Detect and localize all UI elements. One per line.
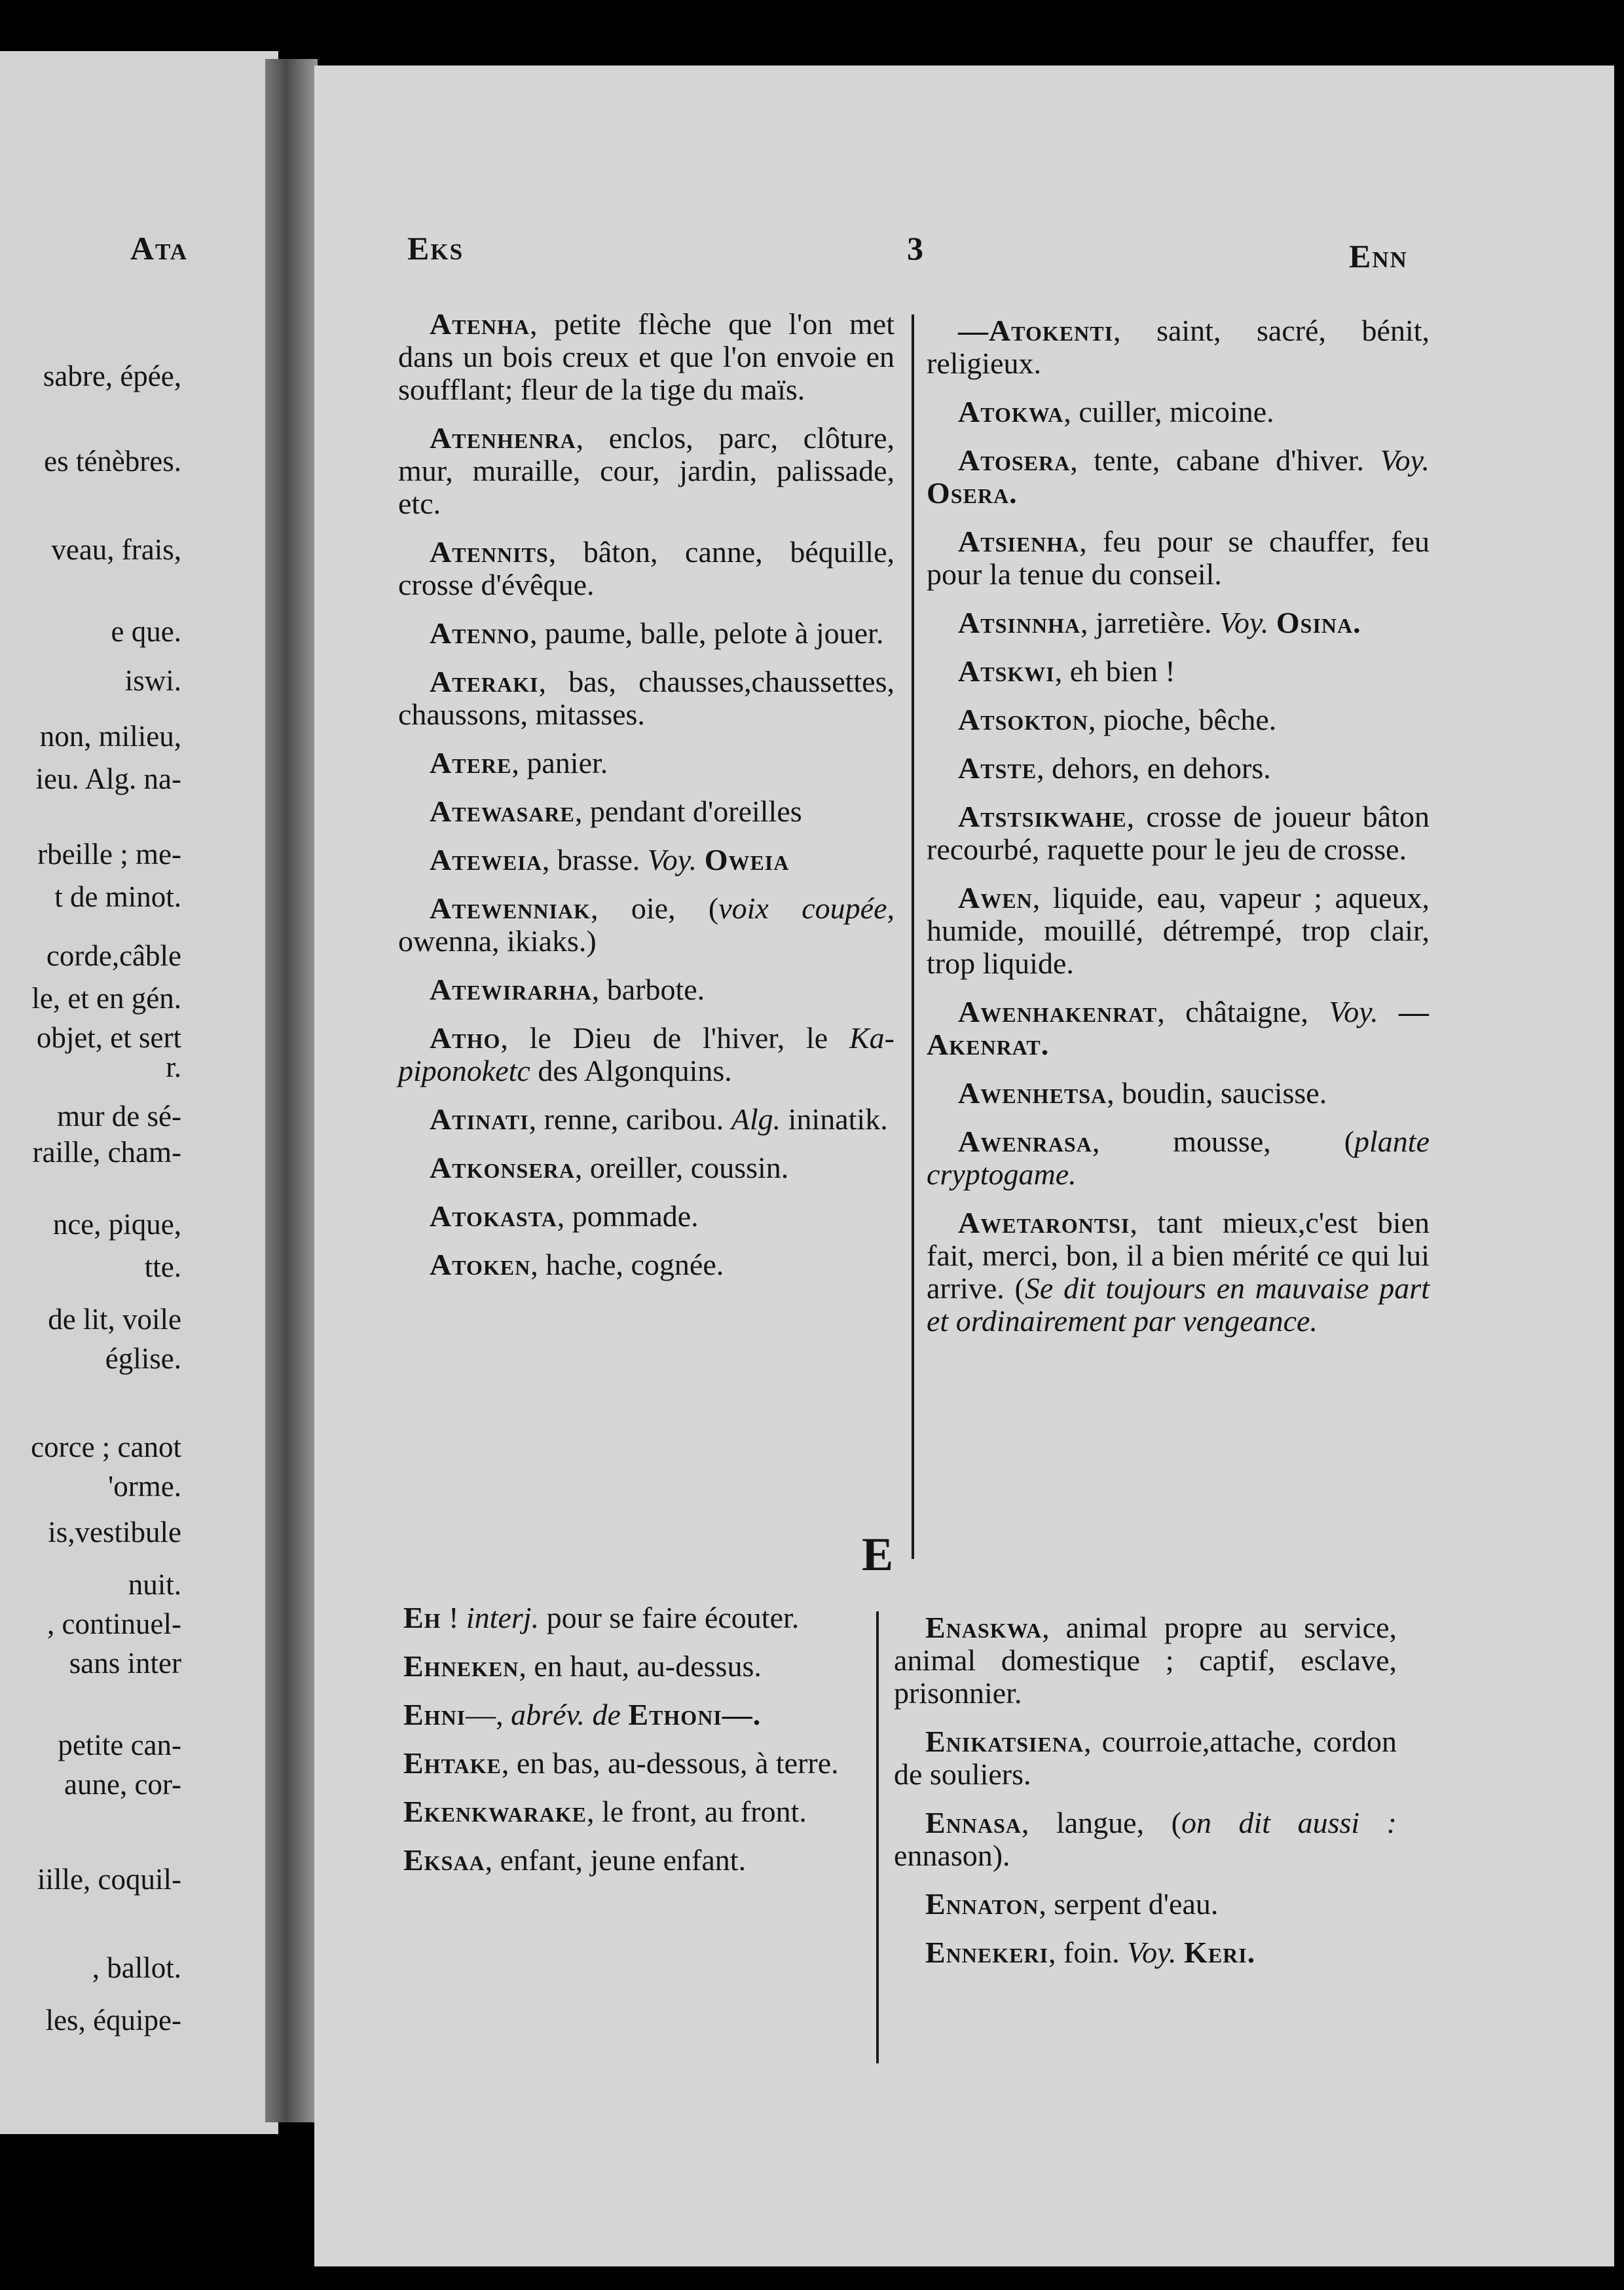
headword: Ehneken: [403, 1649, 519, 1683]
definition: , pendant d'oreilles: [574, 795, 802, 828]
definition: !: [441, 1601, 466, 1634]
definition: , tente, cabane d'hiver.: [1070, 443, 1380, 477]
italic-note: Voy.: [1219, 606, 1269, 639]
dictionary-entry: [894, 1936, 1397, 1969]
definition: , courroie,attache, cordon de souliers.: [894, 1725, 1397, 1791]
definition-cont: ininatik.: [781, 1102, 888, 1136]
dictionary-entry: [927, 800, 1430, 866]
headword: Atenhenra: [430, 421, 576, 455]
italic-note: Voy.: [1127, 1936, 1177, 1969]
section-letter: E: [862, 1528, 894, 1581]
dictionary-entry: [372, 1844, 875, 1877]
dictionary-entry: [398, 1248, 895, 1281]
left-page-fragment: r.: [166, 1051, 181, 1083]
dictionary-entry: [372, 1747, 875, 1780]
headword: —Atokenti: [958, 314, 1114, 347]
definition: —,: [466, 1698, 511, 1731]
italic-note: Voy.: [1380, 443, 1430, 477]
dictionary-entry: [894, 1807, 1397, 1872]
definition: , bâton, canne, béquille, crosse d'évêque.: [398, 535, 895, 601]
headword: Ehni: [403, 1698, 466, 1731]
left-page-fragment: sans inter: [69, 1647, 181, 1680]
left-page-fragment: rbeille ; me-: [37, 838, 181, 871]
left-page-fragment: tte.: [144, 1250, 181, 1283]
headword: Atste: [958, 751, 1037, 785]
definition: , renne, caribou.: [528, 1102, 731, 1136]
left-page-fragment: veau, frais,: [51, 533, 181, 566]
headword: Ateweia: [430, 843, 542, 876]
headword: Awetarontsi: [958, 1206, 1130, 1239]
definition: , en bas, au-dessous, à terre.: [501, 1746, 839, 1780]
headword: Atskwi: [958, 654, 1055, 688]
left-page-fragment: iille, coquil-: [37, 1863, 181, 1896]
definition: , tant mieux,c'est bien fait, merci, bon, il a bien mérité ce qui lui arrive. (: [927, 1206, 1430, 1305]
definition: , jarretière.: [1080, 606, 1220, 639]
headword: Eh: [403, 1601, 441, 1634]
definition-cont: owenna, ikiaks.): [398, 924, 597, 958]
dictionary-entry: [398, 536, 895, 601]
definition-cont: [621, 1698, 629, 1731]
dictionary-entry: [927, 704, 1430, 736]
definition: , oreiller, coussin.: [574, 1151, 789, 1184]
definition: , le front, au front.: [586, 1795, 807, 1828]
left-page-fragment: 'orme.: [108, 1470, 181, 1503]
definition: , langue, (: [1021, 1806, 1181, 1839]
headword: Atho: [430, 1021, 501, 1055]
headword: Enaskwa: [925, 1611, 1043, 1644]
dictionary-entry: [927, 1207, 1430, 1338]
left-page-fragment: , ballot.: [92, 1951, 181, 1984]
headword: Eksaa: [403, 1843, 485, 1877]
italic-note: on dit aussi :: [1181, 1806, 1397, 1839]
left-page-fragment: es ténèbres.: [44, 445, 181, 478]
dictionary-entry: [398, 617, 895, 650]
definition: , dehors, en dehors.: [1037, 751, 1271, 785]
definition-cont: [1177, 1936, 1185, 1969]
definition: , crosse de joueur bâton recourbé, raquette pour le jeu de crosse.: [927, 800, 1430, 866]
definition: , liquide, eau, vapeur ; aqueux, humide, mouillé, détrempé, trop clair, trop liquide.: [927, 881, 1430, 980]
cross-reference: Osera.: [927, 476, 1018, 510]
definition: , eh bien !: [1054, 654, 1175, 688]
headword: Ennaton: [925, 1887, 1039, 1921]
headword: Ennasa: [925, 1806, 1022, 1839]
definition: , cuiller, micoine.: [1063, 395, 1274, 428]
definition: , barbote.: [591, 973, 705, 1006]
definition: , animal propre au service, animal domestique ; captif, esclave, prisonnier.: [894, 1611, 1397, 1710]
left-page-fragment: corde,câble: [46, 939, 181, 972]
headword: Atere: [430, 746, 512, 779]
dictionary-entry: [398, 844, 895, 876]
definition: , bas, chausses,chaussettes, chaussons, mitasses.: [398, 665, 895, 731]
left-page-fragment: mur de sé-: [57, 1100, 181, 1133]
headword: Atennits: [430, 535, 549, 569]
left-page: [0, 51, 278, 2134]
dictionary-entry: [927, 444, 1430, 510]
column-left: [398, 308, 895, 1297]
headword: Atenha: [430, 307, 530, 341]
headword: Atoken: [430, 1248, 531, 1281]
dictionary-entry: [398, 308, 895, 406]
headword: Awenhetsa: [958, 1076, 1107, 1110]
dictionary-entry: [894, 1725, 1397, 1791]
left-page-fragment: e que.: [111, 615, 181, 648]
left-page-fragment: non, milieu,: [39, 720, 181, 753]
cross-reference: Keri.: [1184, 1936, 1256, 1969]
header-right: Enn: [1349, 238, 1408, 274]
dictionary-entry: [927, 996, 1430, 1061]
definition: , feu pour se chauffer, feu pour la tenue du conseil.: [927, 525, 1430, 591]
definition: , le Dieu de l'hiver, le: [500, 1021, 849, 1055]
left-page-fragment: aune, cor-: [64, 1768, 181, 1801]
cross-reference: Osina.: [1276, 606, 1361, 639]
headword: Ennekeri: [925, 1936, 1049, 1969]
definition-cont: [1378, 995, 1399, 1028]
headword: Atinati: [430, 1102, 529, 1136]
dictionary-entry: [927, 1077, 1430, 1110]
definition: , en haut, au-dessus.: [519, 1649, 762, 1683]
definition: , foin.: [1048, 1936, 1128, 1969]
definition: , panier.: [511, 746, 608, 779]
headword: Atewasare: [430, 795, 575, 828]
headword: Atstsikwahe: [958, 800, 1127, 833]
right-page: [314, 66, 1614, 2266]
definition: , serpent d'eau.: [1039, 1887, 1219, 1921]
left-page-fragment: is,vestibule: [48, 1516, 181, 1549]
definition-cont: des Algonquins.: [530, 1054, 732, 1087]
definition-cont: pour se faire écouter.: [539, 1601, 800, 1634]
definition: , pioche, bêche.: [1088, 703, 1277, 736]
definition: , petite flèche que l'on met dans un bois creux et que l'on envoie en soufflant; fleur de la tige du maïs.: [398, 307, 895, 406]
headword: Atokwa: [958, 395, 1064, 428]
dictionary-entry: [398, 1152, 895, 1184]
left-page-fragment: de lit, voile: [48, 1303, 181, 1336]
definition-cont: [697, 843, 705, 876]
dictionary-entry: [398, 892, 895, 958]
left-page-fragment: corce ; canot: [31, 1431, 181, 1463]
italic-note: abrév. de: [511, 1698, 621, 1731]
headword: Atewenniak: [430, 892, 591, 925]
dictionary-entry: [398, 422, 895, 520]
left-page-fragment: ieu. Alg. na-: [35, 762, 181, 795]
left-page-fragment: raille, cham-: [32, 1136, 181, 1169]
left-page-fragment: iswi.: [124, 664, 181, 697]
definition: , châtaigne,: [1157, 995, 1329, 1028]
headword: Atewirarha: [430, 973, 592, 1006]
dictionary-entry: [927, 882, 1430, 980]
headword: Awenhakenrat: [958, 995, 1158, 1028]
dictionary-entry: [372, 1650, 875, 1683]
dictionary-entry: [927, 314, 1430, 380]
definition: , pommade.: [557, 1199, 699, 1233]
left-page-fragment: t de minot.: [54, 880, 181, 913]
headword: Atosera: [958, 443, 1071, 477]
dictionary-entry: [398, 795, 895, 828]
left-page-fragment: , continuel-: [47, 1607, 181, 1640]
dictionary-entry: [372, 1795, 875, 1828]
left-page-fragment: nuit.: [128, 1568, 181, 1601]
column-rule-e: [876, 1611, 879, 2063]
headword: Atsokton: [958, 703, 1088, 736]
book-gutter: [265, 59, 318, 2122]
definition-cont: [1268, 606, 1276, 639]
definition: , saint, sacré, bénit, religieux.: [927, 314, 1430, 380]
dictionary-entry: [398, 747, 895, 779]
definition: , boudin, saucisse.: [1107, 1076, 1327, 1110]
dictionary-entry: [894, 1611, 1397, 1710]
headword: Atenno: [430, 616, 530, 650]
definition: , hache, cognée.: [530, 1248, 724, 1281]
left-page-fragment: sabre, épée,: [43, 360, 181, 392]
italic-note: voix coupée,: [718, 892, 895, 925]
left-page-fragment: le, et en gén.: [31, 982, 181, 1015]
dictionary-entry: [398, 973, 895, 1006]
definition: , brasse.: [542, 843, 648, 876]
dictionary-entry: [927, 607, 1430, 639]
dictionary-entry: [894, 1888, 1397, 1921]
left-page-fragment: église.: [105, 1342, 181, 1375]
dictionary-entry: [927, 752, 1430, 785]
column-right-e: [894, 1611, 1397, 1985]
definition: , enclos, parc, clôture, mur, muraille, cour, jardin, palissade, etc.: [398, 421, 895, 520]
definition: , enfant, jeune enfant.: [485, 1843, 747, 1877]
column-rule: [912, 314, 914, 1559]
headword: Atsinnha: [958, 606, 1081, 639]
italic-note: Se dit toujours en mauvaise part et ordinairement par vengeance.: [927, 1271, 1430, 1338]
italic-note: Alg.: [731, 1102, 781, 1136]
headword: Awen: [958, 881, 1033, 914]
header-left: Eks: [407, 230, 464, 267]
cross-reference: Ethoni—.: [628, 1698, 762, 1731]
headword: Atsienha: [958, 525, 1080, 558]
dictionary-entry: [927, 396, 1430, 428]
italic-note: plante cryptogame.: [927, 1125, 1430, 1191]
definition: , paume, balle, pelote à jouer.: [530, 616, 884, 650]
headword: Atokasta: [430, 1199, 557, 1233]
headword: Enikatsiena: [925, 1725, 1084, 1758]
dictionary-entry: [927, 525, 1430, 591]
headword: Ateraki: [430, 665, 539, 698]
page-number: 3: [907, 230, 925, 267]
dictionary-entry: [398, 1022, 895, 1087]
italic-note: Ka-piponoketc: [398, 1021, 895, 1087]
cross-reference: —Akenrat.: [927, 995, 1430, 1061]
left-page-fragment: objet, et sert: [36, 1021, 181, 1054]
left-running-head: Ata: [130, 230, 188, 267]
headword: Atkonsera: [430, 1151, 575, 1184]
italic-note: Voy.: [647, 843, 697, 876]
dictionary-entry: [398, 666, 895, 731]
cross-reference: Oweia: [704, 843, 790, 876]
definition: , oie, (: [590, 892, 719, 925]
dictionary-entry: [927, 1125, 1430, 1191]
definition-cont: ennason).: [894, 1839, 1010, 1872]
headword: Ekenkwarake: [403, 1795, 587, 1828]
dictionary-entry: [927, 655, 1430, 688]
dictionary-entry: [398, 1103, 895, 1136]
dictionary-entry: [372, 1602, 875, 1634]
left-page-fragment: les, équipe-: [45, 2004, 181, 2037]
headword: Ehtake: [403, 1746, 502, 1780]
definition: , mousse, (: [1092, 1125, 1355, 1158]
dictionary-entry: [372, 1699, 875, 1731]
dictionary-entry: [398, 1200, 895, 1233]
italic-note: interj.: [466, 1601, 540, 1634]
column-right: [927, 314, 1430, 1353]
headword: Awenrasa: [958, 1125, 1092, 1158]
left-page-fragment: petite can-: [58, 1729, 181, 1761]
italic-note: Voy.: [1329, 995, 1378, 1028]
column-left-e: [372, 1602, 875, 1892]
left-page-fragment: nce, pique,: [52, 1208, 181, 1241]
